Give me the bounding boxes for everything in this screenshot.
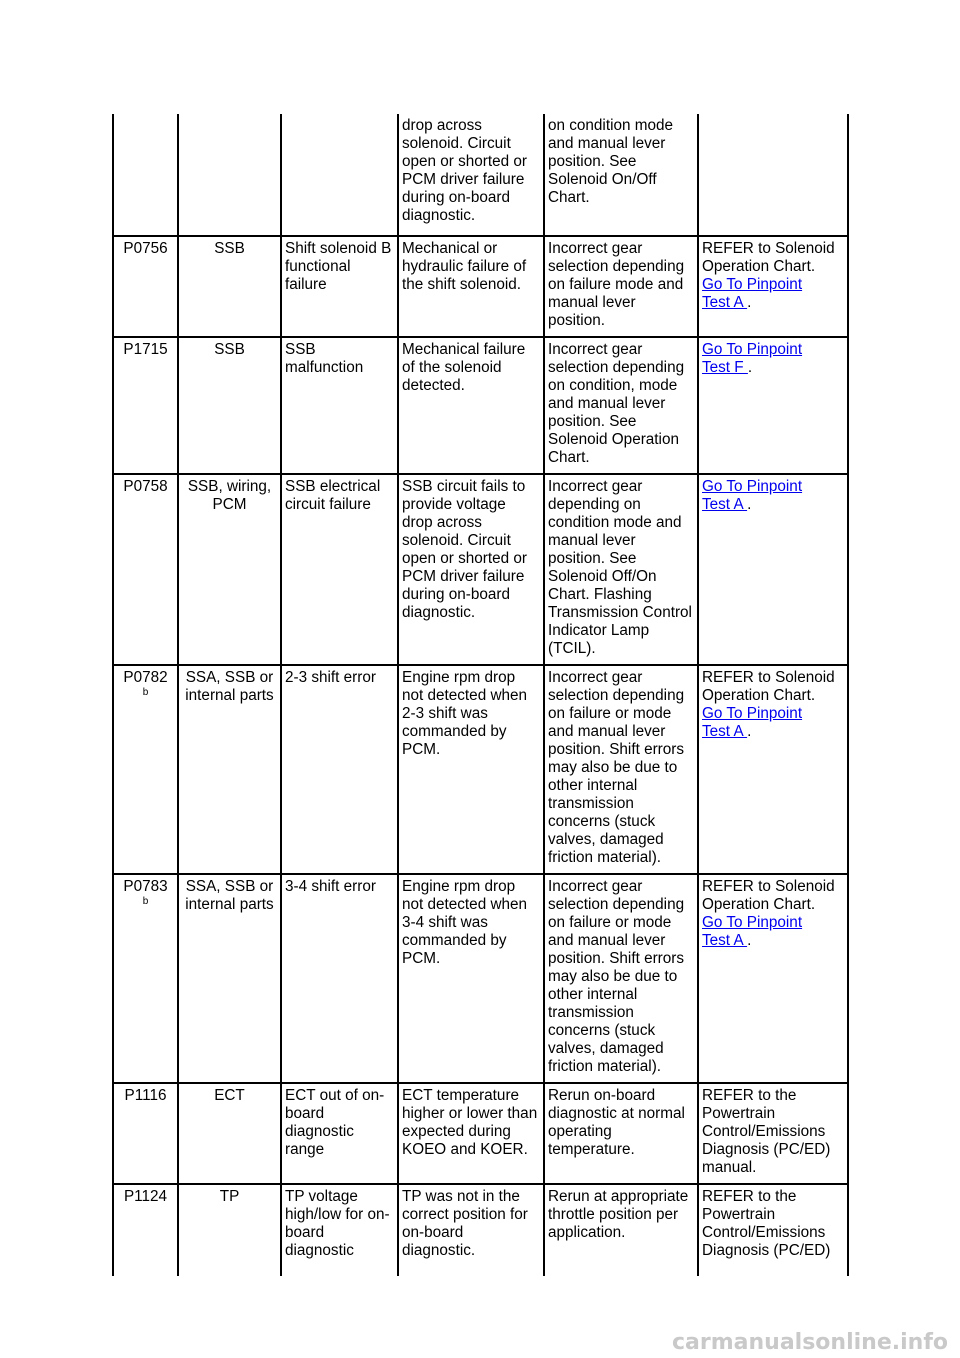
table-row [113,1184,848,1276]
code-cell: P1124 [113,1184,178,1276]
action-text: REFER to Solenoid Operation Chart. [702,878,835,913]
component-cell: SSB [178,337,281,474]
pinpoint-test-link[interactable]: Go To Pinpoint Test A [702,276,803,311]
action-cell: REFER to Solenoid Operation Chart. Go To Pinpoint Test A . [698,874,848,1083]
dtc-table-body [113,114,848,1276]
action-cell: REFER to Solenoid Operation Chart. Go To Pinpoint Test A . [698,665,848,874]
description-cell: 3-4 shift error [281,874,398,1083]
action-cell: REFER to Solenoid Operation Chart. Go To Pinpoint Test A . [698,236,848,337]
action-cell: REFER to the Powertrain Control/Emissions Diagnosis (PC/ED) [698,1184,848,1276]
symptom-cell: Incorrect gear selection depending on failure or mode and manual lever position. Shift errors may also be due to other internal transmission concerns (stuck valves, damaged friction material). [544,665,698,874]
condition-cell: SSB circuit fails to provide voltage drop across solenoid. Circuit open or shorted or PCM driver failure during on-board diagnostic. [398,474,544,665]
pinpoint-test-link[interactable]: Go To Pinpoint Test A [702,705,803,740]
code-cell: P0783 b [113,874,178,1083]
description-cell: TP voltage high/low for on-board diagnostic [281,1184,398,1276]
description-cell: ECT out of on-board diagnostic range [281,1083,398,1184]
condition-cell: Mechanical failure of the solenoid detected. [398,337,544,474]
symptom-cell: Incorrect gear selection depending on condition, mode and manual lever position. See Solenoid Operation Chart. [544,337,698,474]
pinpoint-test-link[interactable]: Go To Pinpoint Test A [702,914,803,949]
condition-cell: Mechanical or hydraulic failure of the shift solenoid. [398,236,544,337]
table-row [113,474,848,665]
action-text: REFER to Solenoid Operation Chart. [702,669,835,704]
component-cell: ECT [178,1083,281,1184]
condition-cell: Engine rpm drop not detected when 3-4 shift was commanded by PCM. [398,874,544,1083]
watermark: carmanualsonline.info [672,1330,948,1355]
action-cell [698,114,848,236]
footnote-marker: b [142,687,149,698]
table-row [113,1083,848,1184]
condition-cell: ECT temperature higher or lower than expected during KOEO and KOER. [398,1083,544,1184]
component-cell [178,114,281,236]
component-cell: SSB [178,236,281,337]
symptom-cell: on condition mode and manual lever position. See Solenoid On/Off Chart. [544,114,698,236]
symptom-cell: Incorrect gear selection depending on failure or mode and manual lever position. Shift errors may also be due to other internal transmission concerns (stuck valves, damaged friction material). [544,874,698,1083]
component-cell: SSB, wiring, PCM [178,474,281,665]
code-cell [113,114,178,236]
code-cell: P0782 b [113,665,178,874]
pinpoint-test-link[interactable]: Go To Pinpoint Test F [702,341,803,376]
action-cell: Go To Pinpoint Test F . [698,337,848,474]
code-cell: P1715 [113,337,178,474]
condition-cell: Engine rpm drop not detected when 2-3 shift was commanded by PCM. [398,665,544,874]
description-cell: SSB malfunction [281,337,398,474]
symptom-cell: Rerun on-board diagnostic at normal operating temperature. [544,1083,698,1184]
symptom-cell: Rerun at appropriate throttle position per application. [544,1184,698,1276]
code-cell: P0758 [113,474,178,665]
condition-cell: TP was not in the correct position for on-board diagnostic. [398,1184,544,1276]
component-cell: SSA, SSB or internal parts [178,665,281,874]
table-row [113,874,848,1083]
pinpoint-test-link[interactable]: Go To Pinpoint Test A [702,478,803,513]
table-row [113,337,848,474]
table-row [113,114,848,236]
component-cell: TP [178,1184,281,1276]
action-cell: REFER to the Powertrain Control/Emissions Diagnosis (PC/ED) manual. [698,1083,848,1184]
component-cell: SSA, SSB or internal parts [178,874,281,1083]
code-cell: P0756 [113,236,178,337]
code-cell: P1116 [113,1083,178,1184]
condition-cell: drop across solenoid. Circuit open or shorted or PCM driver failure during on-board diagnostic. [398,114,544,236]
symptom-cell: Incorrect gear depending on condition mode and manual lever position. See Solenoid Off/On Chart. Flashing Transmission Control Indicator Lamp (TCIL). [544,474,698,665]
action-text: REFER to Solenoid Operation Chart. [702,240,835,275]
description-cell: 2-3 shift error [281,665,398,874]
symptom-cell: Incorrect gear selection depending on failure mode and manual lever position. [544,236,698,337]
description-cell: SSB electrical circuit failure [281,474,398,665]
description-cell: Shift solenoid B functional failure [281,236,398,337]
dtc-table [112,114,849,1276]
footnote-marker: b [142,896,149,907]
action-cell: Go To Pinpoint Test A . [698,474,848,665]
table-row [113,236,848,337]
description-cell [281,114,398,236]
table-row [113,665,848,874]
